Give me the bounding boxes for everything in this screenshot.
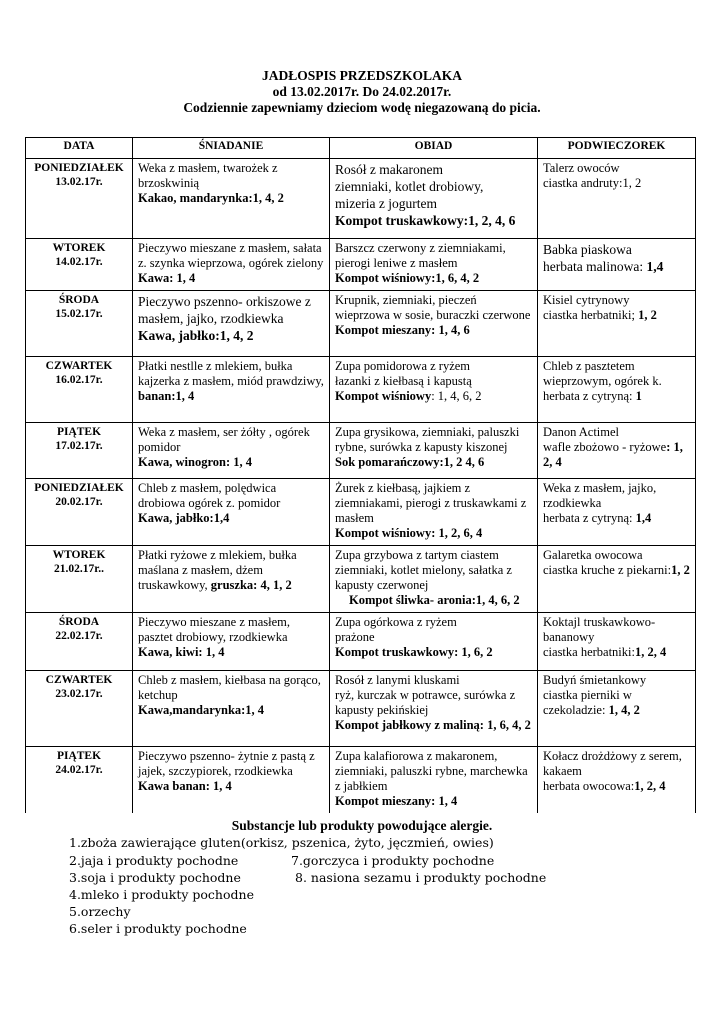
- snack-text: kakaem: [543, 764, 582, 778]
- date-cell: [26, 159, 133, 239]
- lunch-drink: Sok pomarańczowy:1, 2 4, 6: [335, 455, 485, 469]
- breakfast-extras: Kawa, winogron: 1, 4: [138, 455, 253, 469]
- snack-text: herbata malinowa:: [543, 259, 644, 274]
- snack-text: Talerz owoców: [543, 161, 620, 175]
- breakfast-text: Pieczywo mieszane z masłem, pasztet drobiowy, rzodkiewka: [138, 615, 291, 644]
- breakfast-text: Chleb z masłem, polędwica drobiowa ogórek z. pomidor: [138, 481, 281, 510]
- lunch-text: prażone: [335, 630, 375, 644]
- date-cell: [26, 357, 133, 423]
- lunch-drink: Kompot śliwka- aronia:1, 4, 6, 2: [349, 593, 520, 607]
- breakfast-extras: Kawa, kiwi: 1, 4: [138, 645, 225, 659]
- allergen-item: 6.seler i produkty pochodne: [69, 921, 247, 936]
- lunch-drink: Kompot truskawkowy:1, 2, 4, 6: [335, 213, 516, 228]
- lunch-drink: Kompot wiśniowy:1, 6, 4, 2: [335, 271, 480, 285]
- breakfast-text: Weka z masłem, ser żółty , ogórek pomidor: [138, 425, 310, 454]
- snack-text: herbata z cytryną:: [543, 389, 633, 403]
- snack-cell: [538, 479, 696, 546]
- lunch-cell: [330, 613, 538, 671]
- lunch-text: Zupa kalafiorowa z makaronem, ziemniaki, paluszki rybne, marchewka z jabłkiem: [335, 749, 528, 793]
- breakfast-extras: Kakao, mandarynka:1, 4, 2: [138, 191, 284, 205]
- lunch-cell: [330, 291, 538, 357]
- table-row: [26, 423, 696, 479]
- breakfast-text: Chleb z masłem, kiełbasa na gorąco, ketchup: [138, 673, 321, 702]
- snack-cell: [538, 291, 696, 357]
- table-row: [26, 546, 696, 613]
- day-name: ŚRODA: [58, 616, 100, 628]
- lunch-text: Krupnik, ziemniaki, pieczeń wieprzowa w sosie, buraczki czerwone: [335, 293, 531, 322]
- water-note: Codziennie zapewniamy dzieciom wodę niegazowaną do picia.: [183, 100, 541, 115]
- breakfast-text: Pieczywo pszenno- żytnie z pastą z jajek, szczypiorek, rzodkiewka: [138, 749, 315, 778]
- lunch-cell: [330, 747, 538, 814]
- lunch-cell: [330, 159, 538, 239]
- day-name: ŚRODA: [58, 294, 100, 306]
- lunch-drink: Kompot wiśniowy: [335, 389, 432, 403]
- lunch-text: łazanki z kiełbasą i kapustą: [335, 374, 472, 388]
- snack-allergens: 1,4: [646, 259, 664, 274]
- table-row: [26, 671, 696, 747]
- lunch-text: Zupa grysikowa, ziemniaki, paluszki rybne, surówka z kapusty kiszonej: [335, 425, 520, 454]
- allergen-item: 8. nasiona sezamu i produkty pochodne: [295, 870, 547, 885]
- day-name: PIĄTEK: [56, 750, 102, 762]
- breakfast-text: Pieczywo mieszane z masłem, sałata z. szynka wieprzowa, ogórek zielony: [138, 241, 324, 270]
- lunch-text: ziemniaki, kotlet drobiowy,: [335, 179, 484, 194]
- breakfast-cell: [133, 613, 330, 671]
- breakfast-extras: Kawa: 1, 4: [138, 271, 196, 285]
- menu-table: [25, 137, 696, 813]
- snack-allergens: 1,4: [635, 511, 652, 525]
- snack-text: Danon Actimel: [543, 425, 620, 439]
- snack-text: herbata z cytryną:: [543, 511, 633, 525]
- day-date: 13.02.17r.: [55, 176, 103, 188]
- menu-header: [0, 68, 724, 116]
- snack-cell: [538, 239, 696, 291]
- date-cell: [26, 671, 133, 747]
- lunch-cell: [330, 479, 538, 546]
- lunch-cell: [330, 357, 538, 423]
- day-date: 24.02.17r.: [55, 764, 103, 776]
- lunch-cell: [330, 671, 538, 747]
- snack-text: ciastka herbatniki;: [543, 308, 635, 322]
- snack-text: herbata owocowa:: [543, 779, 635, 793]
- table-row: [26, 357, 696, 423]
- lunch-drink: Kompot wiśniowy: 1, 2, 6, 4: [335, 526, 483, 540]
- snack-allergens: 1, 2, 4: [634, 779, 666, 793]
- snack-text: Galaretka owocowa: [543, 548, 643, 562]
- lunch-text: Barszcz czerwony z ziemniakami, pierogi leniwe z masłem: [335, 241, 506, 270]
- table-row: [26, 239, 696, 291]
- table-row: [26, 479, 696, 546]
- date-cell: [26, 747, 133, 814]
- breakfast-cell: [133, 671, 330, 747]
- lunch-cell: [330, 546, 538, 613]
- allergen-item: 7.gorczyca i produkty pochodne: [291, 853, 495, 868]
- snack-text: ciastka pierniki w czekoladzie:: [543, 688, 632, 717]
- snack-cell: [538, 159, 696, 239]
- breakfast-cell: [133, 546, 330, 613]
- breakfast-text: Płatki nestlle z mlekiem, bułka kajzerka z masłem, miód prawdziwy,: [138, 359, 324, 388]
- snack-allergens: 1, 4, 2: [605, 703, 640, 717]
- allergen-item: 3.soja i produkty pochodne: [69, 870, 241, 885]
- lunch-cell: [330, 239, 538, 291]
- snack-text: Chleb z pasztetem wieprzowym, ogórek k.: [543, 359, 662, 388]
- allergen-item: 1.zboża zawierające gluten(orkisz, pszenica, żyto, jęczmień, owies): [69, 835, 494, 850]
- lunch-text: mizeria z jogurtem: [335, 196, 437, 211]
- breakfast-cell: [133, 357, 330, 423]
- snack-text: ciastka andruty:1, 2: [543, 176, 642, 190]
- day-name: CZWARTEK: [45, 674, 113, 686]
- breakfast-cell: [133, 423, 330, 479]
- column-header-breakfast: ŚNIADANIE: [133, 138, 330, 159]
- allergen-item: 2.jaja i produkty pochodne: [69, 853, 239, 868]
- date-cell: [26, 423, 133, 479]
- day-date: 20.02.17r.: [55, 496, 103, 508]
- table-row: [26, 613, 696, 671]
- day-name: WTOREK: [52, 242, 106, 254]
- snack-allergens: : 1, 2, 4: [543, 440, 683, 469]
- day-date: 15.02.17r.: [55, 308, 103, 320]
- table-row: [26, 291, 696, 357]
- snack-allergens: 1, 2: [671, 563, 690, 577]
- allergens-title: Substancje lub produkty powodujące alergie.: [231, 818, 493, 833]
- snack-text: ciastka herbatniki:: [543, 645, 635, 659]
- lunch-text: Rosół z makaronem: [335, 162, 443, 177]
- lunch-allergens: : 1, 4, 6, 2: [431, 389, 482, 403]
- snack-cell: [538, 423, 696, 479]
- snack-text: Kisiel cytrynowy: [543, 293, 630, 307]
- lunch-cell: [330, 423, 538, 479]
- table-row: [26, 747, 696, 814]
- date-cell: [26, 291, 133, 357]
- breakfast-extras: gruszka: 4, 1, 2: [210, 578, 292, 592]
- lunch-drink: Kompot jabłkowy z maliną: 1, 6, 4, 2: [335, 718, 531, 732]
- menu-title: JADŁOSPIS PRZEDSZKOLAKA: [262, 68, 462, 83]
- day-name: PONIEDZIAŁEK: [34, 162, 124, 174]
- breakfast-extras: Kawa banan: 1, 4: [138, 779, 232, 793]
- breakfast-extras: Kawa, jabłko:1, 4, 2: [138, 328, 254, 343]
- day-date: 22.02.17r.: [55, 630, 103, 642]
- table-header-row: [26, 138, 696, 159]
- snack-allergens: 1, 2: [638, 308, 657, 322]
- lunch-text: Rosół z lanymi kluskami: [335, 673, 460, 687]
- day-date: 14.02.17r.: [55, 256, 103, 268]
- day-date: 23.02.17r.: [55, 688, 103, 700]
- snack-cell: [538, 747, 696, 814]
- lunch-drink: Kompot truskawkowy: 1, 6, 2: [335, 645, 493, 659]
- lunch-drink: Kompot mieszany: 1, 4: [335, 794, 458, 808]
- snack-text: Babka piaskowa: [543, 242, 632, 257]
- column-header-date: DATA: [26, 138, 133, 159]
- lunch-text: Żurek z kiełbasą, jajkiem z ziemniakami, pierogi z truskawkami z masłem: [335, 481, 527, 525]
- snack-text: ciastka kruche z piekarni:: [543, 563, 672, 577]
- snack-text: Budyń śmietankowy: [543, 673, 647, 687]
- lunch-text: Zupa pomidorowa z ryżem: [335, 359, 471, 373]
- breakfast-cell: [133, 159, 330, 239]
- snack-cell: [538, 546, 696, 613]
- snack-text: Koktajl truskawkowo- bananowy: [543, 615, 656, 644]
- column-header-lunch: OBIAD: [330, 138, 538, 159]
- breakfast-text: Weka z masłem, twarożek z brzoskwinią: [138, 161, 278, 190]
- breakfast-text: Pieczywo pszenno- orkiszowe z masłem, jajko, rzodkiewka: [138, 294, 311, 326]
- breakfast-text: Płatki ryżowe z mlekiem, bułka maślana z masłem, dżem truskawkowy,: [138, 548, 297, 592]
- snack-allergens: 1: [635, 389, 642, 403]
- column-header-snack: PODWIECZOREK: [538, 138, 696, 159]
- lunch-text: Zupa grzybowa z tartym ciastem ziemniaki, kotlet mielony, sałatka z kapusty czerwonej: [335, 548, 512, 592]
- snack-cell: [538, 613, 696, 671]
- snack-text: Kołacz drożdżowy z serem,: [543, 749, 682, 763]
- day-name: PONIEDZIAŁEK: [34, 482, 124, 494]
- day-name: CZWARTEK: [45, 360, 113, 372]
- breakfast-cell: [133, 479, 330, 546]
- breakfast-cell: [133, 239, 330, 291]
- day-date: 21.02.17r..: [53, 563, 105, 575]
- day-date: 16.02.17r.: [55, 374, 103, 386]
- breakfast-cell: [133, 291, 330, 357]
- date-cell: [26, 546, 133, 613]
- snack-text: Weka z masłem, jajko, rzodkiewka: [543, 481, 657, 510]
- breakfast-cell: [133, 747, 330, 814]
- day-name: WTOREK: [52, 549, 106, 561]
- allergen-item: 5.orzechy: [69, 904, 131, 919]
- date-cell: [26, 479, 133, 546]
- date-cell: [26, 239, 133, 291]
- snack-text: wafle zbożowo - ryżowe: [543, 440, 667, 454]
- lunch-text: ryż, kurczak w potrawce, surówka z kapusty pekińskiej: [335, 688, 516, 717]
- snack-allergens: 1, 2, 4: [634, 645, 667, 659]
- day-date: 17.02.17r.: [55, 440, 103, 452]
- lunch-drink: Kompot mieszany: 1, 4, 6: [335, 323, 470, 337]
- snack-cell: [538, 671, 696, 747]
- allergen-item: 4.mleko i produkty pochodne: [69, 887, 254, 902]
- snack-cell: [538, 357, 696, 423]
- menu-dates: od 13.02.2017r. Do 24.02.2017r.: [272, 84, 452, 99]
- table-row: [26, 159, 696, 239]
- lunch-text: Zupa ogórkowa z ryżem: [335, 615, 457, 629]
- breakfast-extras: Kawa,mandarynka:1, 4: [138, 703, 265, 717]
- breakfast-extras: banan:1, 4: [138, 389, 195, 403]
- date-cell: [26, 613, 133, 671]
- breakfast-extras: Kawa, jabłko:1,4: [138, 511, 230, 525]
- day-name: PIĄTEK: [56, 426, 102, 438]
